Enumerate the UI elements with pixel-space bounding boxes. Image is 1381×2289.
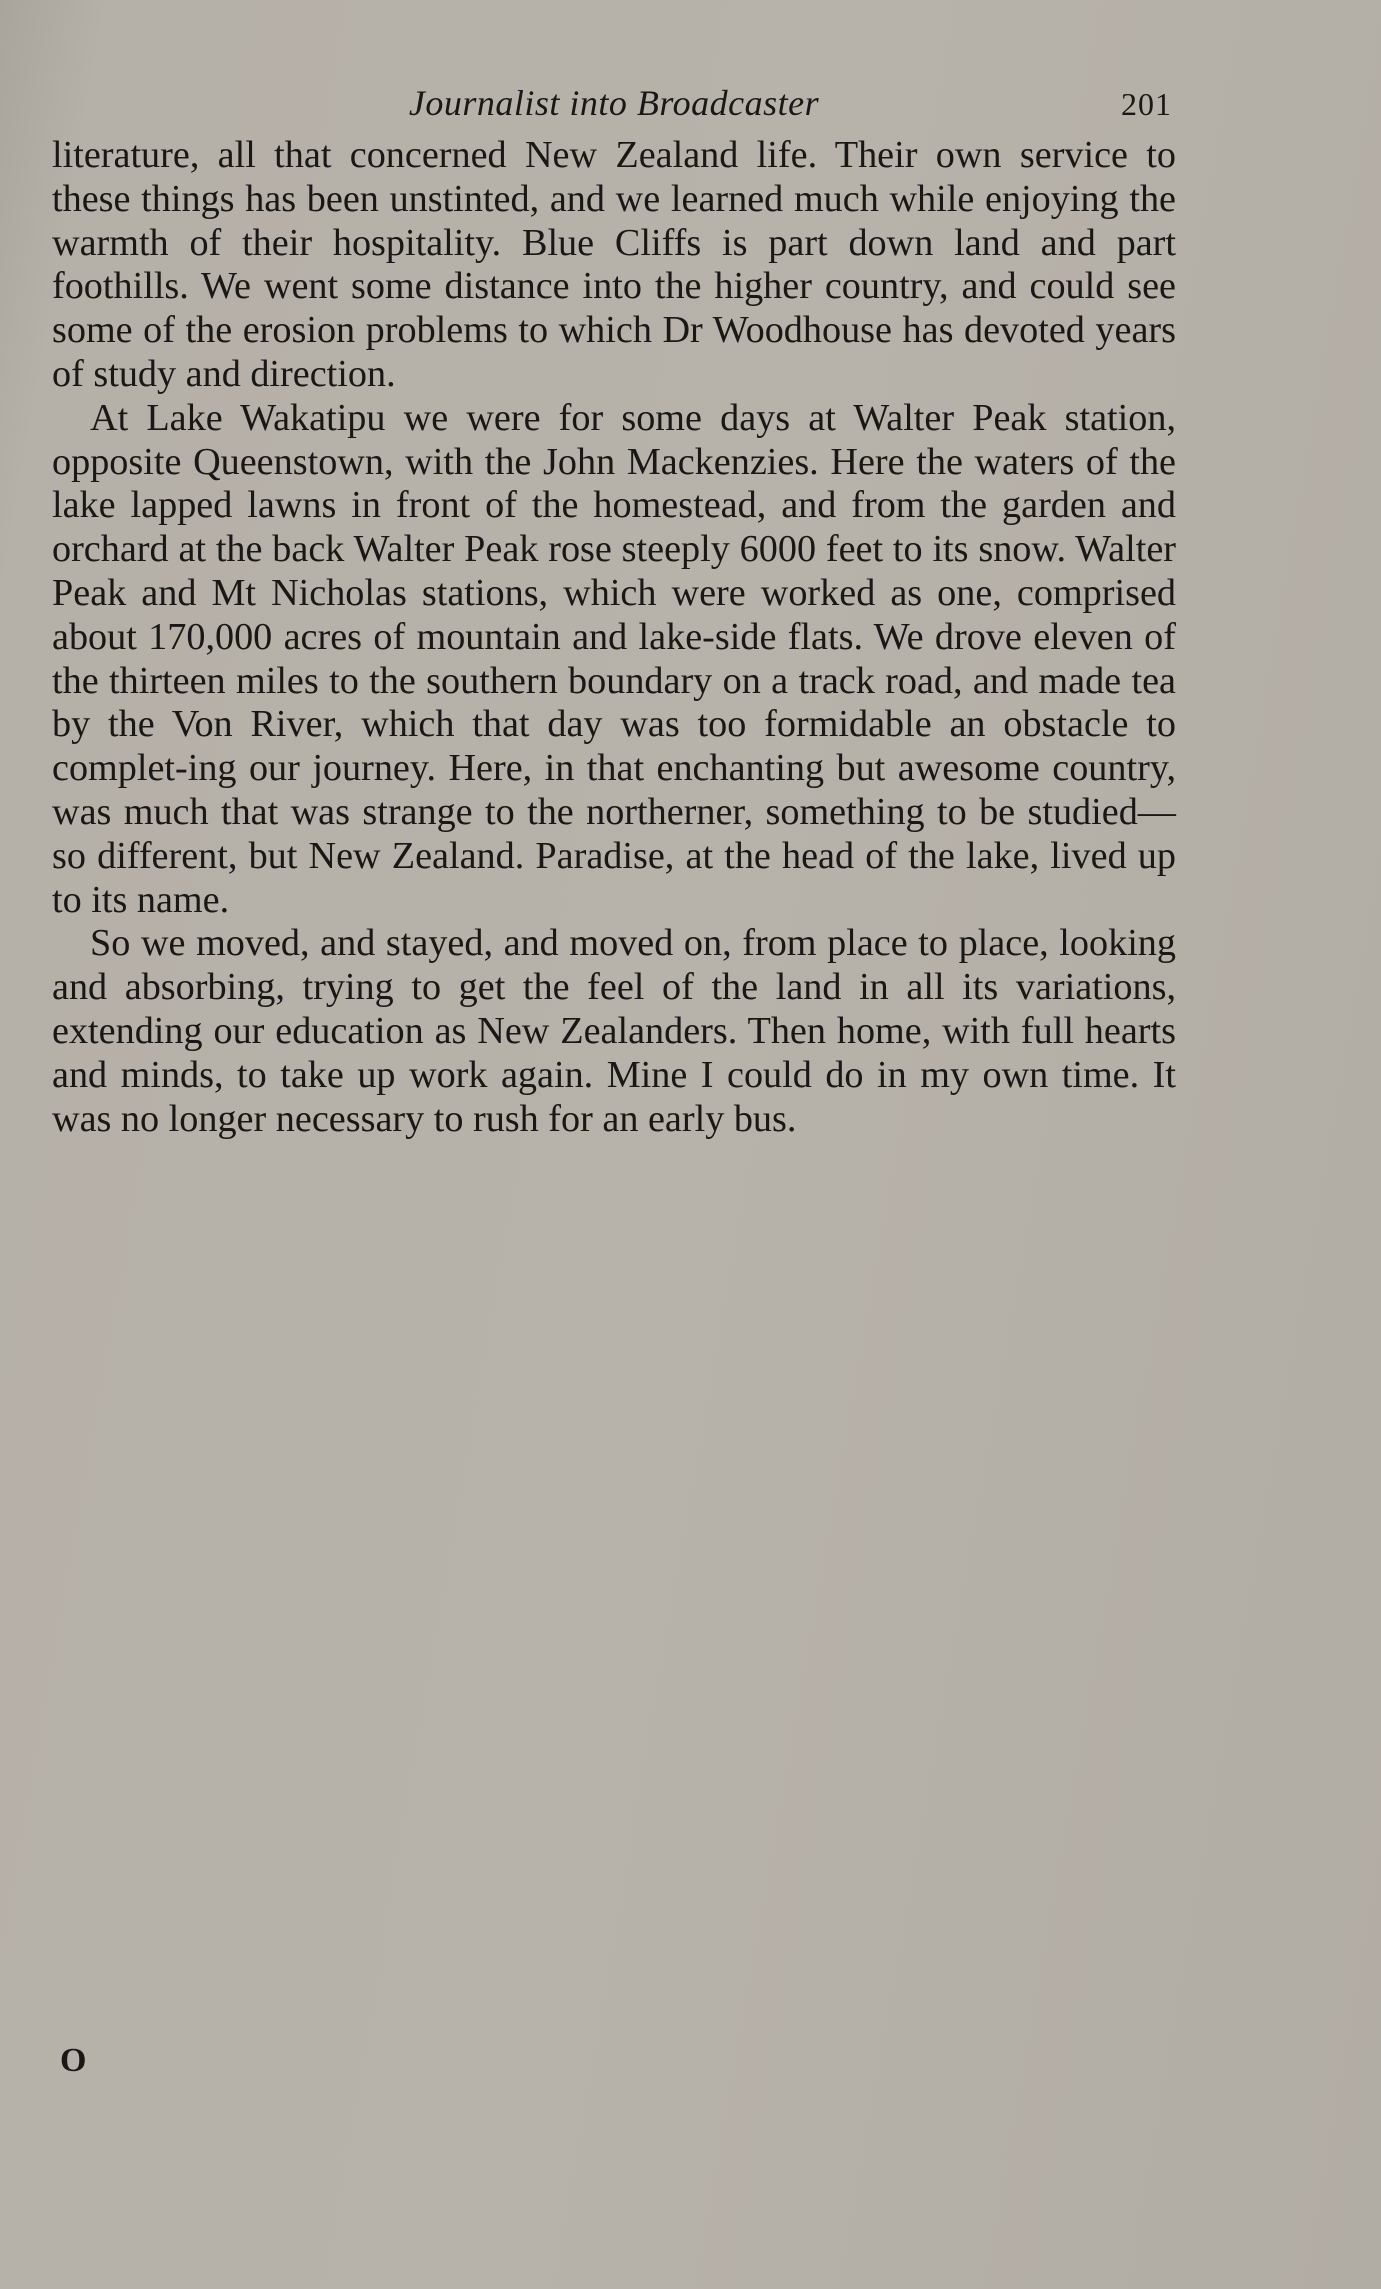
paragraph-continuation: literature, all that concerned New Zealand life. Their own service to these things has been unstinted, and we learned much while enjoying the warmth of their hospitality. Blue Cliffs is part down land and part foothills. We went some distance into the higher country, and could see some of the erosion problems to which Dr Woodhouse has devoted years of study and direction. (52, 134, 1176, 395)
signature-mark: O (60, 2042, 87, 2079)
running-title: Journalist into Broadcaster (408, 83, 820, 123)
paragraph-lake-wakatipu: At Lake Wakatipu we were for some days at Walter Peak station, opposite Queenstown, with the John Mackenzies. Here the waters of the lake lapped lawns in front of the homestead, and from the garden and orchard at the back Walter Peak rose steeply 6000 feet to its snow. Walter Peak and Mt Nicholas stations, which were worked as one, comprised about 170,000 acres of mountain and lake-side flats. We drove eleven of the thirteen miles to the southern boundary on a track road, and made tea by the Von River, which that day was too formidable an obstacle to complet-ing our journey. Here, in that enchanting but awesome country, was much that was strange to the northerner, something to be studied—so different, but New Zealand. Paradise, at the head of the lake, lived up to its name. (52, 396, 1176, 921)
body-text (52, 134, 1176, 1141)
paragraph-return-home: So we moved, and stayed, and moved on, from place to place, looking and absorbing, trying to get the feel of the land in all its variations, extending our education as New Zealanders. Then home, with full hearts and minds, to take up work again. Mine I could do in my own time. It was no longer necessary to rush for an early bus. (52, 922, 1176, 1140)
running-head (52, 80, 1176, 140)
book-page (52, 80, 1176, 1141)
page-number: 201 (1121, 86, 1172, 122)
